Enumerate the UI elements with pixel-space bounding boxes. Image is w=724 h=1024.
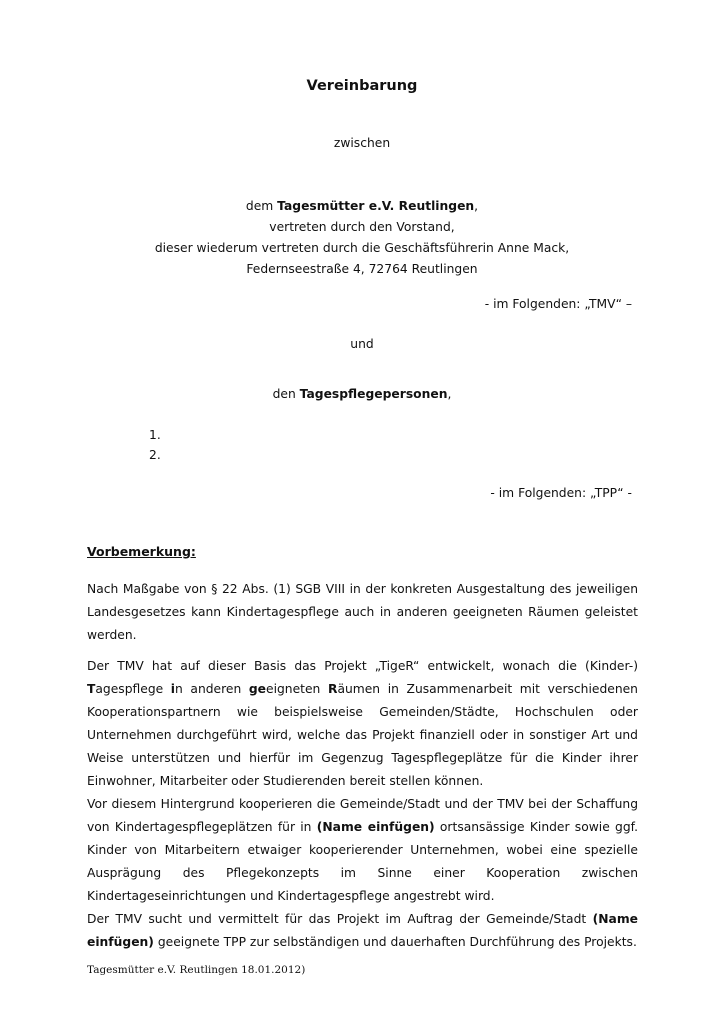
party1-name: Tagesmütter e.V. Reutlingen (277, 199, 475, 213)
party2-list-item: 2. (149, 448, 161, 462)
paragraph-placement (87, 908, 638, 954)
paragraph-text: äumen in Zusammenarbeit mit verschiedenen Kooperationspartnern wie beispielsweise Gemeinden/Städte, Hochschulen oder Unternehmen durchgeführt wird, welche das Projekt finanziell oder in sonstiger Art und Weise unterstützen und hierfür im Gegenzug Tagespflegeplätze für die Kinder ihrer Einwohner, Mitarbeiter oder Studierenden bereit stellen können. (87, 682, 638, 788)
paragraph-text: ortsansässige Kinder sowie ggf. Kinder von Mitarbeitern etwaiger kooperierender Unternehmen, wobei eine spezielle Ausprägung des Pflegekonzepts im Sinne einer Kooperation zwischen Kindertageseinrichtungen und Kindertagespflege angestrebt wird. (87, 820, 638, 903)
paragraph-text: agespflege (95, 682, 171, 696)
acronym-letter: i (170, 682, 176, 696)
party2-line (0, 387, 724, 401)
party1-suffix: , (474, 199, 479, 213)
party1-address: Federnseestraße 4, 72764 Reutlingen (246, 262, 478, 276)
party2-name: Tagespflegepersonen (299, 387, 448, 401)
paragraph-text: Der TMV sucht und vermittelt für das Projekt im Auftrag der Gemeinde/Stadt (87, 912, 593, 926)
section-heading: Vorbemerkung: (87, 544, 196, 559)
party1-representation: vertreten durch den Vorstand, (269, 220, 455, 234)
name-placeholder: (Name einfügen) (87, 912, 638, 949)
paragraph-legal-basis: Nach Maßgabe von § 22 Abs. (1) SGB VIII in der konkreten Ausgestaltung des jeweiligen Landesgesetzes kann Kindertagespflege auch in anderen geeigneten Räumen geleistet werden. (87, 582, 638, 642)
paragraph-cooperation (87, 793, 638, 908)
paragraph-project-description (87, 655, 638, 793)
page-footer: Tagesmütter e.V. Reutlingen 18.01.2012) (87, 964, 306, 976)
party1-prefix: dem (245, 199, 278, 213)
party1-alias: - im Folgenden: „TMV“ – (484, 297, 632, 311)
party2-list-item: 1. (149, 428, 161, 442)
party2-suffix: , (447, 387, 452, 401)
name-placeholder: (Name einfügen) (316, 820, 435, 834)
party1-name-line (0, 199, 724, 213)
paragraph-text: geeignete TPP zur selbständigen und dauerhaften Durchführung des Projekts. (153, 935, 637, 949)
paragraph-text: n anderen (175, 682, 249, 696)
party2-alias: - im Folgenden: „TPP“ - (490, 486, 632, 500)
between-label: zwischen (333, 136, 391, 150)
document-title: Vereinbarung (306, 78, 418, 94)
paragraph-text: eigneten (266, 682, 328, 696)
acronym-letter: T (87, 682, 96, 696)
acronym-letter: R (327, 682, 338, 696)
party2-prefix: den (272, 387, 300, 401)
and-label: und (350, 337, 374, 351)
party1-manager: dieser wiederum vertreten durch die Geschäftsführerin Anne Mack, (154, 241, 570, 255)
acronym-letter: ge (248, 682, 267, 696)
paragraph-text: Der TMV hat auf dieser Basis das Projekt „TigeR“ entwickelt, wonach die (Kinder-) (87, 659, 638, 673)
paragraph-text: Vor diesem Hintergrund kooperieren die Gemeinde/Stadt und der TMV bei der Schaffung von Kindertagespflegeplätzen für in (87, 797, 638, 834)
